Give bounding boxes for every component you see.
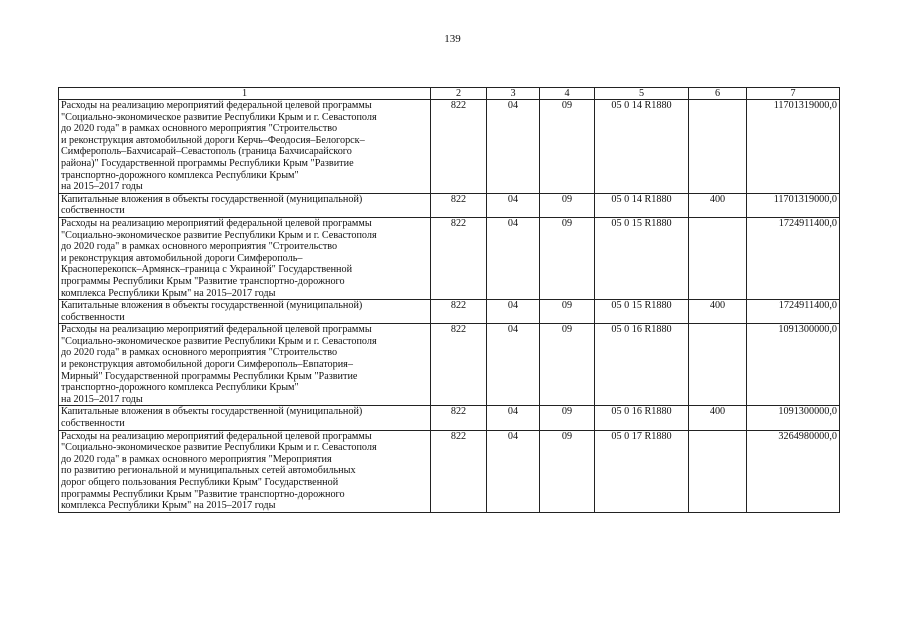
row-description bbox=[59, 300, 431, 324]
description-line: Симферополь–Бахчисарай–Севастополь (граница Бахчисарайского bbox=[61, 146, 352, 158]
table-row bbox=[59, 324, 840, 406]
target-article-code: 05 0 16 R1880 bbox=[595, 406, 689, 430]
row-description bbox=[59, 217, 431, 299]
column-header: 1 bbox=[59, 88, 431, 100]
ministry-code: 822 bbox=[431, 193, 487, 217]
description-line: до 2020 года" в рамках основного мероприятия "Строительство bbox=[61, 347, 338, 359]
description-line: до 2020 года" в рамках основного мероприятия "Строительство bbox=[61, 123, 338, 135]
description-line: комплекса Республики Крым" на 2015–2017 годы bbox=[61, 500, 276, 512]
subsection-code: 09 bbox=[540, 324, 595, 406]
section-code: 04 bbox=[487, 193, 540, 217]
table-row bbox=[59, 430, 840, 512]
description-line: до 2020 года" в рамках основного мероприятия "Мероприятия bbox=[61, 453, 332, 465]
column-header: 5 bbox=[595, 88, 689, 100]
description-line: собственности bbox=[61, 205, 125, 217]
expense-type-code bbox=[689, 324, 747, 406]
ministry-code: 822 bbox=[431, 430, 487, 512]
description-line: Мирный" Государственной программы Республики Крым "Развитие bbox=[61, 370, 358, 382]
table-row bbox=[59, 406, 840, 430]
budget-table bbox=[58, 87, 840, 513]
target-article-code: 05 0 17 R1880 bbox=[595, 430, 689, 512]
subsection-code: 09 bbox=[540, 300, 595, 324]
column-header: 6 bbox=[689, 88, 747, 100]
column-header: 4 bbox=[540, 88, 595, 100]
description-line: по развитию региональной и муниципальных сетей автомобильных bbox=[61, 465, 356, 477]
table-row bbox=[59, 300, 840, 324]
ministry-code: 822 bbox=[431, 406, 487, 430]
section-code: 04 bbox=[487, 300, 540, 324]
description-line: дорог общего пользования Республики Крым" Государственной bbox=[61, 477, 339, 488]
description-line: Расходы на реализацию мероприятий федеральной целевой программы bbox=[61, 430, 372, 442]
description-line: программы Республики Крым "Развитие транспортно-дорожного bbox=[61, 275, 345, 287]
section-code: 04 bbox=[487, 100, 540, 194]
expense-type-code bbox=[689, 100, 747, 194]
subsection-code: 09 bbox=[540, 100, 595, 194]
subsection-code: 09 bbox=[540, 430, 595, 512]
row-description bbox=[59, 100, 431, 194]
description-line: Капитальные вложения в объекты государственной (муниципальной) bbox=[61, 300, 363, 312]
row-description bbox=[59, 193, 431, 217]
amount: 1724911400,0 bbox=[747, 300, 840, 324]
description-line: собственности bbox=[61, 311, 125, 323]
description-line: Красноперекопск–Армянск–граница с Украиной" Государственной bbox=[61, 264, 353, 276]
target-article-code: 05 0 15 R1880 bbox=[595, 300, 689, 324]
description-line: Капитальные вложения в объекты государственной (муниципальной) bbox=[61, 193, 363, 205]
amount: 11701319000,0 bbox=[747, 100, 840, 194]
amount: 1091300000,0 bbox=[747, 324, 840, 406]
target-article-code: 05 0 14 R1880 bbox=[595, 100, 689, 194]
table-row bbox=[59, 217, 840, 299]
description-line: Капитальные вложения в объекты государственной (муниципальной) bbox=[61, 406, 363, 418]
description-line: "Социально-экономическое развитие Республики Крым и г. Севастополя bbox=[61, 442, 377, 454]
expense-type-code: 400 bbox=[689, 406, 747, 430]
description-line: и реконструкция автомобильной дороги Симферополь– bbox=[61, 252, 303, 264]
column-header: 7 bbox=[747, 88, 840, 100]
target-article-code: 05 0 15 R1880 bbox=[595, 217, 689, 299]
section-code: 04 bbox=[487, 324, 540, 406]
ministry-code: 822 bbox=[431, 300, 487, 324]
amount: 1724911400,0 bbox=[747, 217, 840, 299]
subsection-code: 09 bbox=[540, 217, 595, 299]
description-line: до 2020 года" в рамках основного мероприятия "Строительство bbox=[61, 241, 338, 253]
expense-type-code bbox=[689, 217, 747, 299]
description-line: на 2015–2017 годы bbox=[61, 393, 143, 405]
section-code: 04 bbox=[487, 217, 540, 299]
ministry-code: 822 bbox=[431, 324, 487, 406]
description-line: и реконструкция автомобильной дороги Керчь–Феодосия–Белогорск– bbox=[61, 134, 365, 146]
description-line: Расходы на реализацию мероприятий федеральной целевой программы bbox=[61, 324, 372, 336]
expense-type-code: 400 bbox=[689, 300, 747, 324]
subsection-code: 09 bbox=[540, 406, 595, 430]
column-header: 2 bbox=[431, 88, 487, 100]
expense-type-code: 400 bbox=[689, 193, 747, 217]
target-article-code: 05 0 14 R1880 bbox=[595, 193, 689, 217]
section-code: 04 bbox=[487, 406, 540, 430]
description-line: транспортно-дорожного комплекса Республики Крым" bbox=[61, 169, 299, 181]
amount: 1091300000,0 bbox=[747, 406, 840, 430]
description-line: района)" Государственной программы Республики Крым "Развитие bbox=[61, 157, 354, 169]
ministry-code: 822 bbox=[431, 100, 487, 194]
page-number: 139 bbox=[444, 33, 461, 45]
header-row bbox=[59, 88, 840, 100]
amount: 11701319000,0 bbox=[747, 193, 840, 217]
description-line: программы Республики Крым "Развитие транспортно-дорожного bbox=[61, 488, 345, 500]
description-line: комплекса Республики Крым" на 2015–2017 годы bbox=[61, 287, 276, 299]
description-line: Расходы на реализацию мероприятий федеральной целевой программы bbox=[61, 217, 372, 229]
description-line: "Социально-экономическое развитие Республики Крым и г. Севастополя bbox=[61, 229, 377, 241]
row-description bbox=[59, 324, 431, 406]
expense-type-code bbox=[689, 430, 747, 512]
description-line: транспортно-дорожного комплекса Республики Крым" bbox=[61, 382, 299, 394]
column-header: 3 bbox=[487, 88, 540, 100]
description-line: на 2015–2017 годы bbox=[61, 181, 143, 193]
table-row bbox=[59, 100, 840, 194]
subsection-code: 09 bbox=[540, 193, 595, 217]
target-article-code: 05 0 16 R1880 bbox=[595, 324, 689, 406]
description-line: "Социально-экономическое развитие Республики Крым и г. Севастополя bbox=[61, 335, 377, 347]
ministry-code: 822 bbox=[431, 217, 487, 299]
description-line: "Социально-экономическое развитие Республики Крым и г. Севастополя bbox=[61, 111, 377, 123]
description-line: и реконструкция автомобильной дороги Симферополь–Евпатория– bbox=[61, 359, 353, 371]
section-code: 04 bbox=[487, 430, 540, 512]
row-description bbox=[59, 430, 431, 512]
row-description bbox=[59, 406, 431, 430]
table-row bbox=[59, 193, 840, 217]
amount: 3264980000,0 bbox=[747, 430, 840, 512]
description-line: собственности bbox=[61, 418, 125, 430]
description-line: Расходы на реализацию мероприятий федеральной целевой программы bbox=[61, 100, 372, 111]
